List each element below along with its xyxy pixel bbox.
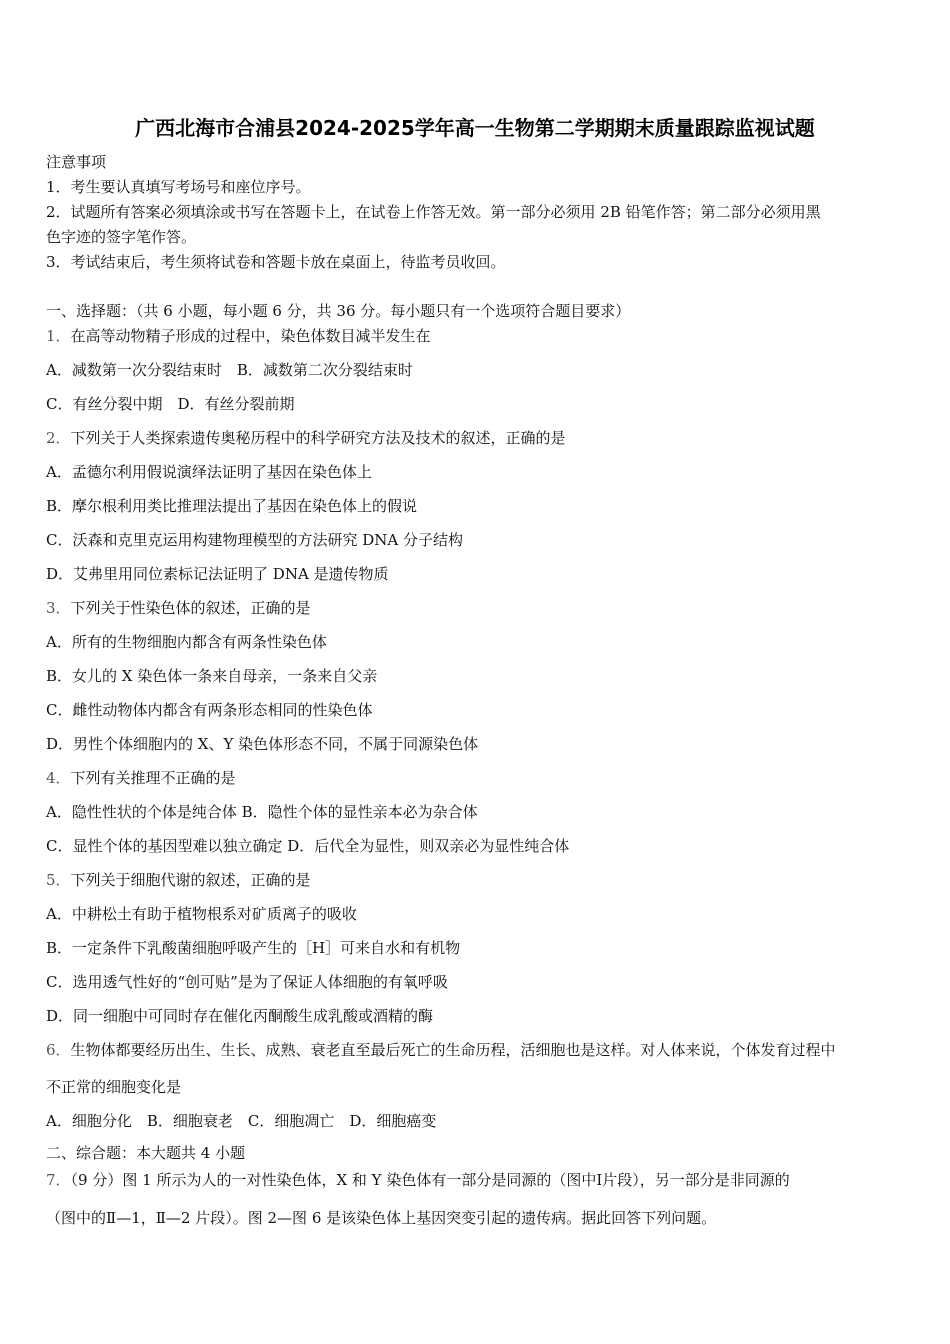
question-stem: 在高等动物精子形成的过程中，染色体数目减半发生在 (70, 327, 431, 345)
question-5-option-a: A．中耕松土有助于植物根系对矿质离子的吸收 (46, 905, 357, 923)
question-stem: 下列有关推理不正确的是 (70, 769, 236, 787)
question-3 (46, 598, 908, 618)
question-4 (46, 768, 908, 788)
question-1 (46, 326, 908, 346)
notice-item-3: 3．考试结束后，考生须将试卷和答题卡放在桌面上，待监考员收回。 (46, 253, 506, 271)
section-1-heading: 一、选择题：（共 6 小题，每小题 6 分，共 36 分。每小题只有一个选项符合题目要求） (46, 302, 631, 320)
question-4-option-row-2: C．显性个体的基因型难以独立确定 D．后代全为显性，则双亲必为显性纯合体 (46, 837, 570, 855)
question-4-option-row-1: A．隐性性状的个体是纯合体 B．隐性个体的显性亲本必为杂合体 (46, 803, 478, 821)
question-7-line-1: （9 分）图 1 所示为人的一对性染色体，X 和 Y 染色体有一部分是同源的（图中Ⅰ片段），另一部分是非同源的 (70, 1171, 790, 1189)
notice-heading: 注意事项 (46, 153, 107, 171)
question-5 (46, 870, 908, 890)
question-3-option-c: C．雌性动物体内都含有两条形态相同的性染色体 (46, 701, 373, 719)
question-stem: 生物体都要经历出生、生长、成熟、衰老直至最后死亡的生命历程，活细胞也是这样。对人体来说，个体发育过程中 (70, 1041, 836, 1059)
notice-item-2: 2．试题所有答案必须填涂或书写在答题卡上，在试卷上作答无效。第一部分必须用 2B 铅笔作答；第二部分必须用黑 (46, 203, 821, 221)
question-2-option-b: B．摩尔根利用类比推理法提出了基因在染色体上的假说 (46, 497, 418, 515)
question-2-option-a: A．孟德尔利用假说演绎法证明了基因在染色体上 (46, 463, 372, 481)
question-2-option-d: D．艾弗里用同位素标记法证明了 DNA 是遗传物质 (46, 565, 389, 583)
question-6-stem-cont: 不正常的细胞变化是 (46, 1078, 182, 1096)
question-5-option-c: C．选用透气性好的“创可贴”是为了保证人体细胞的有氧呼吸 (46, 973, 448, 991)
question-number: 5． (46, 871, 71, 889)
question-6-options: A．细胞分化 B．细胞衰老 C．细胞凋亡 D．细胞癌变 (46, 1112, 437, 1130)
question-number: 2． (46, 429, 71, 447)
question-2 (46, 428, 908, 448)
question-number: 1． (46, 327, 71, 345)
question-number: 7． (46, 1171, 71, 1189)
question-6 (46, 1040, 908, 1060)
question-5-option-b: B．一定条件下乳酸菌细胞呼吸产生的［H］可来自水和有机物 (46, 939, 461, 957)
question-3-option-a: A．所有的生物细胞内都含有两条性染色体 (46, 633, 327, 651)
question-3-option-b: B．女儿的 X 染色体一条来自母亲，一条来自父亲 (46, 667, 378, 685)
question-1-option-row-2: C．有丝分裂中期 D．有丝分裂前期 (46, 395, 295, 413)
question-stem: 下列关于性染色体的叙述，正确的是 (70, 599, 311, 617)
question-5-option-d: D．同一细胞中可同时存在催化丙酮酸生成乳酸或酒精的酶 (46, 1007, 434, 1025)
question-1-option-row-1: A．减数第一次分裂结束时 B．减数第二次分裂结束时 (46, 361, 413, 379)
notice-item-1: 1．考生要认真填写考场号和座位序号。 (46, 178, 311, 196)
question-stem: 下列关于细胞代谢的叙述，正确的是 (70, 871, 311, 889)
question-2-option-c: C．沃森和克里克运用构建物理模型的方法研究 DNA 分子结构 (46, 531, 463, 549)
question-number: 6． (46, 1041, 71, 1059)
notice-item-2-cont: 色字迹的签字笔作答。 (46, 228, 197, 246)
question-7-line-2: （图中的Ⅱ—1，Ⅱ—2 片段）。图 2—图 6 是该染色体上基因突变引起的遗传病。据此回答下列问题。 (46, 1209, 717, 1227)
question-stem: 下列关于人类探索遗传奥秘历程中的科学研究方法及技术的叙述，正确的是 (70, 429, 566, 447)
section-2-heading: 二、综合题：本大题共 4 小题 (46, 1144, 246, 1162)
question-7 (46, 1170, 908, 1190)
question-number: 3． (46, 599, 71, 617)
question-number: 4． (46, 769, 71, 787)
question-3-option-d: D．男性个体细胞内的 X、Y 染色体形态不同，不属于同源染色体 (46, 735, 479, 753)
page-title: 广西北海市合浦县2024-2025学年高一生物第二学期期末质量跟踪监视试题 (135, 116, 815, 140)
